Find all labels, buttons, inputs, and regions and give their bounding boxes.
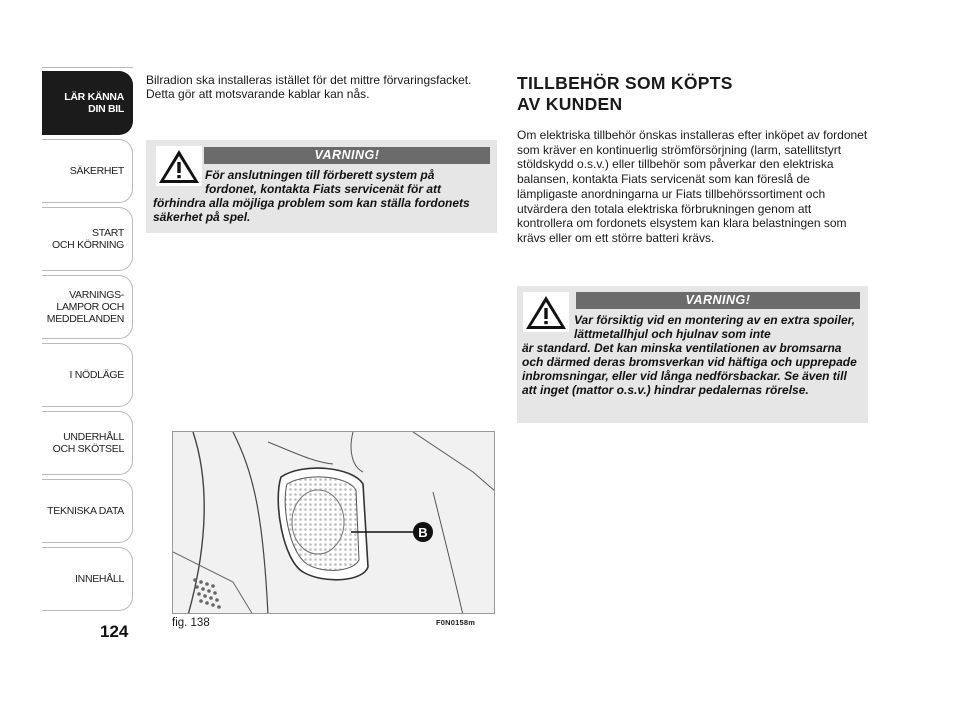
warning-box-spoiler xyxy=(517,286,868,423)
tab-tekniska-data[interactable]: TEKNISKA DATA xyxy=(42,479,133,543)
figure-138 xyxy=(172,431,495,614)
figure-code: F0N0158m xyxy=(436,618,476,627)
figure-caption: fig. 138 xyxy=(172,617,210,629)
tab-sakerhet[interactable]: SÄKERHET xyxy=(42,139,133,203)
tab-innehall[interactable]: INNEHÅLL xyxy=(42,547,133,611)
warning-text-rest: är standard. Det kan minska ventilationen av bromsarna och därmed deras bromsverkan vid häftiga och upprepade inbromsningar, eller vid långa nedförsbackar. Se även till att inget (mattor o.s.v.) hindrar pedalernas rörelse. xyxy=(522,341,857,397)
warning-text-indented: Var försiktig vid en montering av en extra spoiler, lättmetallhjul och hjulnav som inte xyxy=(574,313,855,341)
warning-title: VARNING! xyxy=(576,292,860,309)
section-heading: TILLBEHÖR SOM KÖPTS AV KUNDEN xyxy=(517,73,733,114)
chapter-tabs xyxy=(42,71,133,615)
tab-start-och-korning[interactable]: START OCH KÖRNING xyxy=(42,207,133,271)
warning-title: VARNING! xyxy=(204,147,490,164)
tab-lar-kanna-din-bil[interactable]: LÄR KÄNNA DIN BIL xyxy=(42,71,133,135)
tab-varningslampor[interactable]: VARNINGS- LAMPOR OCH MEDDELANDEN xyxy=(42,275,133,339)
warning-text xyxy=(522,313,862,397)
page-number: 124 xyxy=(100,622,129,641)
console-illustration xyxy=(173,432,495,614)
accessories-paragraph: Om elektriska tillbehör önskas installeras efter inköpet av fordonet som kräver en kontinuerlig strömförsörjning (larm, satellitstyrt stöldskydd o.s.v.) eller tillbehör som påverkar den elektriska balansen, kontakta Fiats servicenät som kan föreslå de lämpligaste anordningarna ur Fiats tillbehörssortiment och utvärdera den totala elektriska förbrukningen genom att kontrollera om fordonets elsystem kan klara belastningen som krävs eller om ett större batteri krävs. xyxy=(517,128,868,245)
warning-text-rest: förhindra alla möjliga problem som kan ställa fordonets säkerhet på spel. xyxy=(153,196,470,224)
intro-paragraph: Bilradion ska installeras istället för det mittre förvaringsfacket. Detta gör att motsvarande kablar kan nås. xyxy=(146,73,472,101)
tab-i-nodlage[interactable]: I NÖDLÄGE xyxy=(42,343,133,407)
tab-underhall[interactable]: UNDERHÅLL OCH SKÖTSEL xyxy=(42,411,133,475)
callout-b: B xyxy=(418,525,428,540)
warning-box-radio xyxy=(146,140,497,233)
warning-text-indented: För anslutningen till förberett system på fordonet, kontakta Fiats servicenät för att xyxy=(205,168,442,196)
sidebar-top-line xyxy=(42,67,133,68)
warning-text xyxy=(153,168,489,224)
